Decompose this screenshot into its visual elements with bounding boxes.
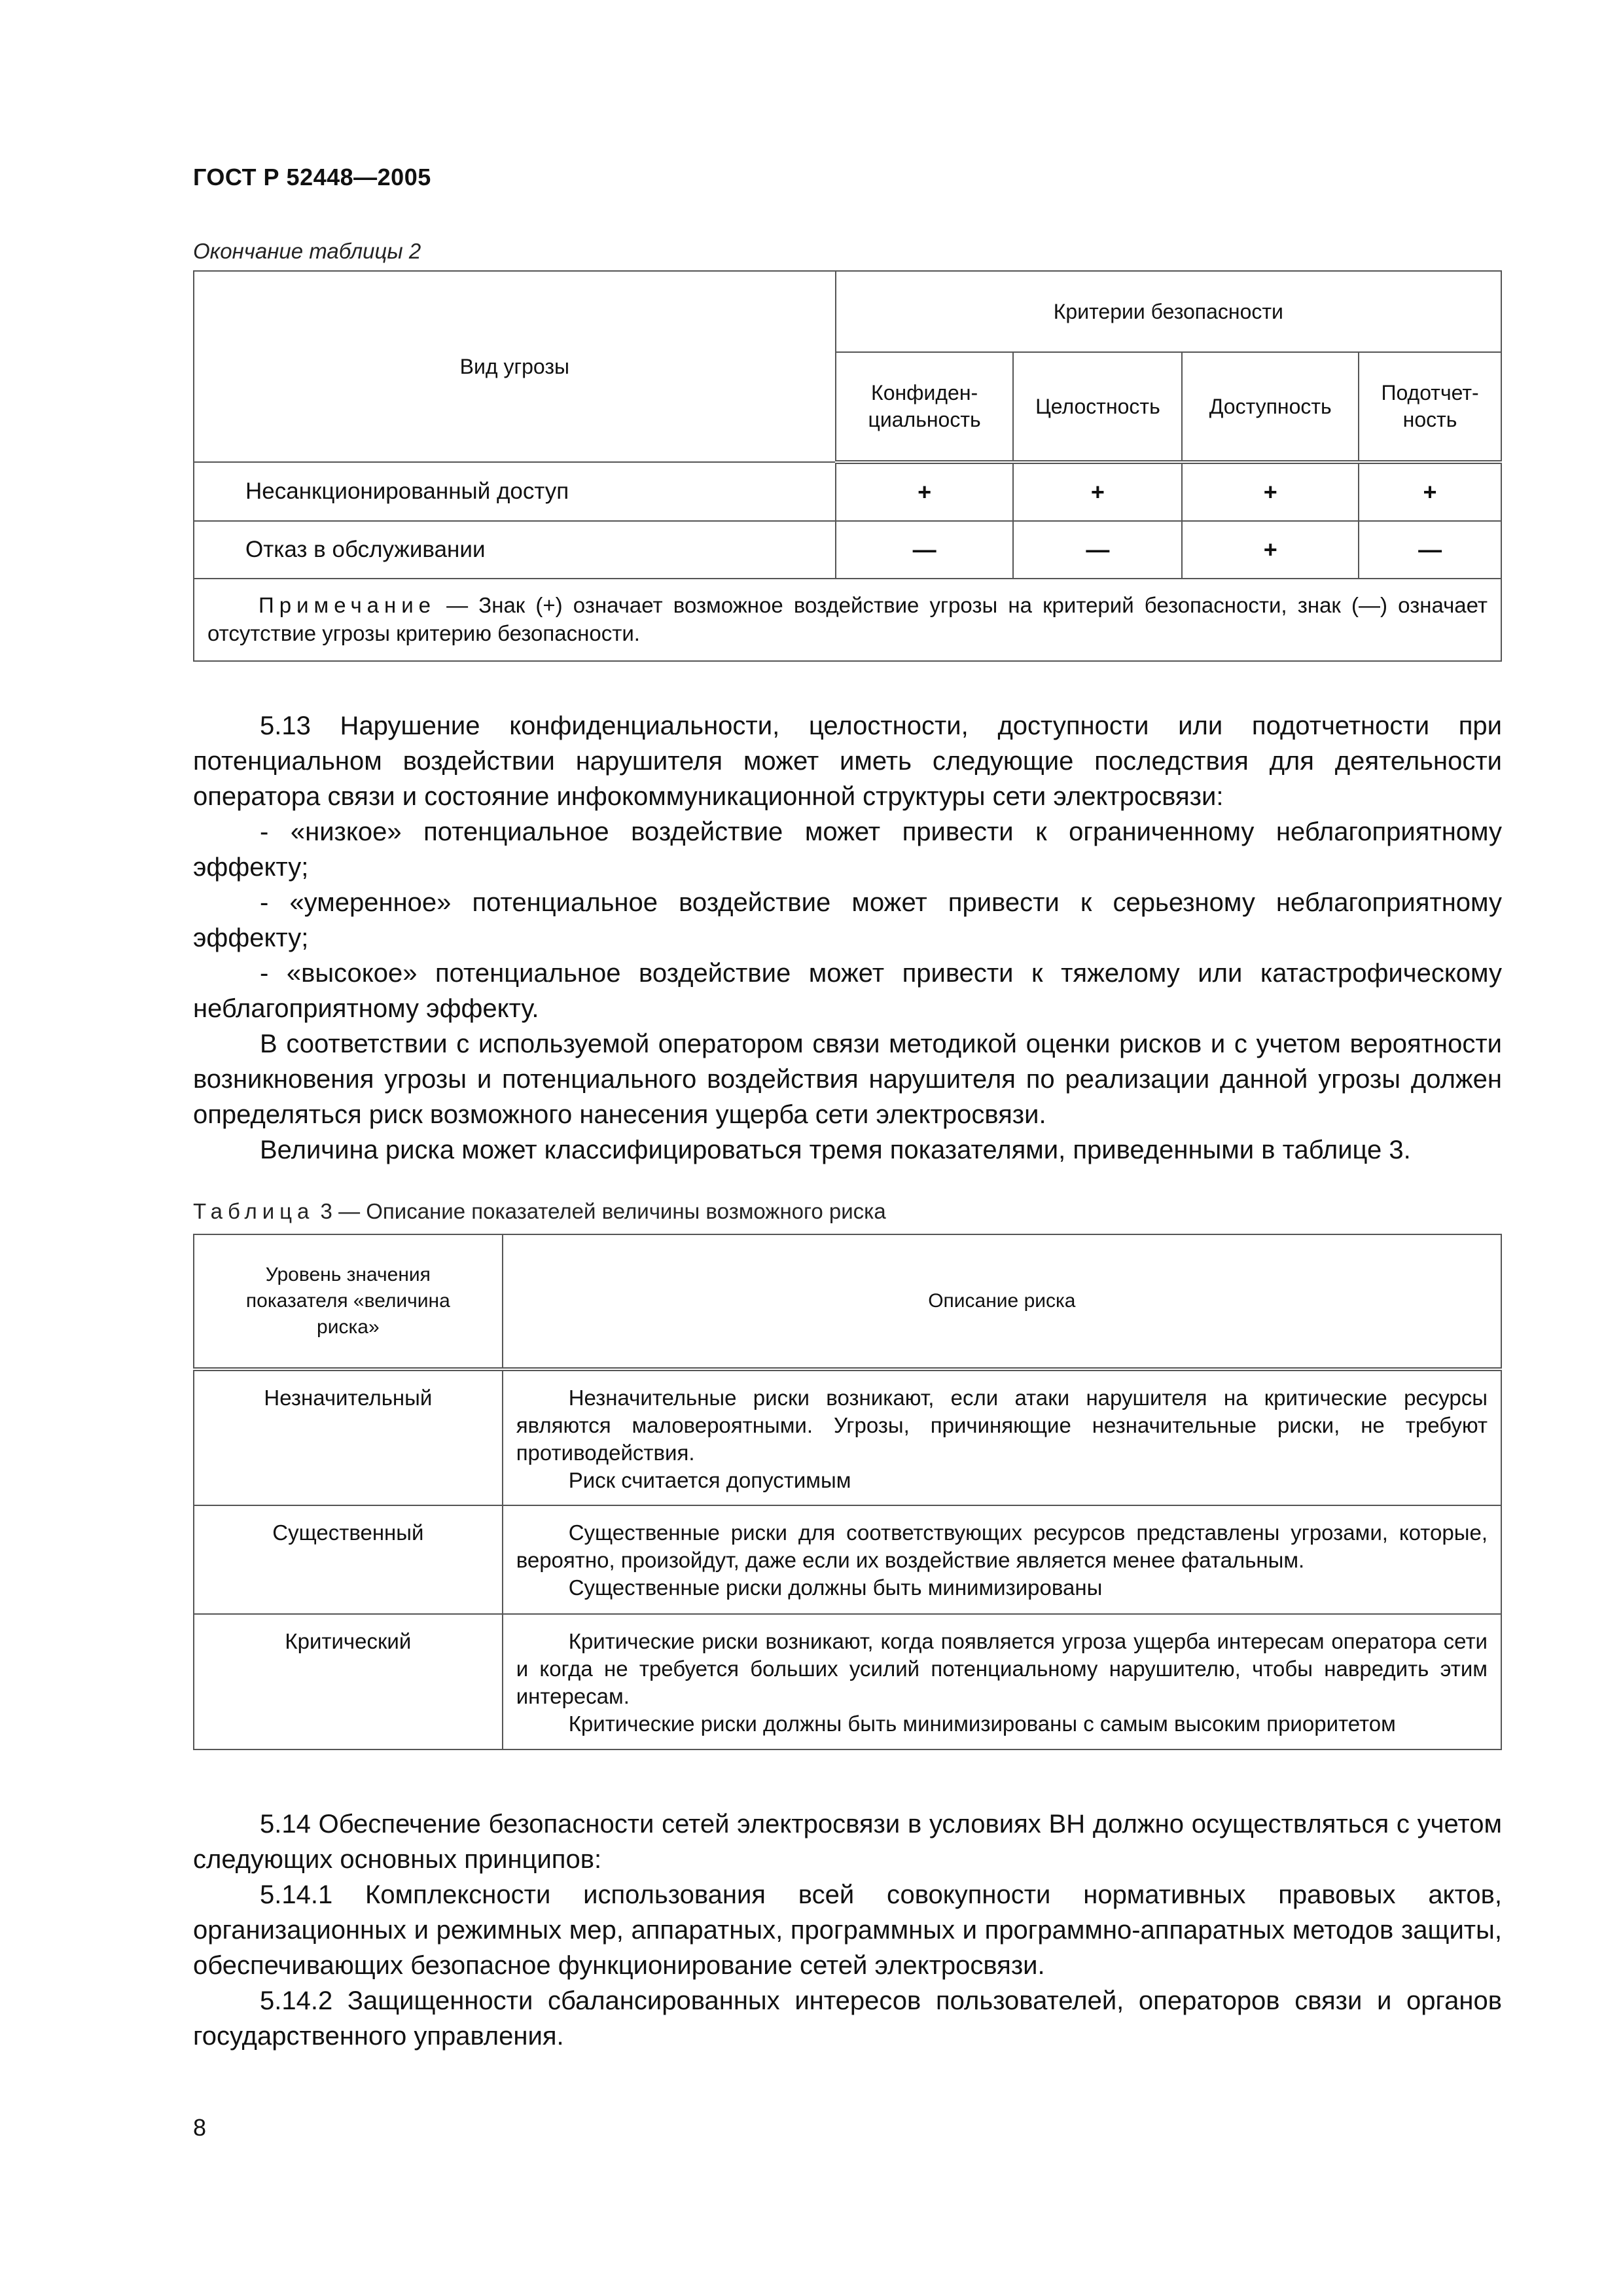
risk-desc-conclusion: Риск считается допустимым bbox=[568, 1468, 851, 1492]
col-criteria-header: Критерии безопасности bbox=[836, 271, 1501, 352]
list-item: - «умеренное» потенциальное воздействие может привести к серьезному неблагоприятному эффекту; bbox=[193, 888, 1502, 952]
list-item: - «высокое» потенциальное воздействие может привести к тяжелому или катастрофическому неблагоприятному эффекту. bbox=[193, 959, 1502, 1023]
table-row bbox=[194, 521, 1501, 579]
risk-desc-conclusion: Существенные риски должны быть минимизированы bbox=[568, 1575, 1103, 1600]
col-threat-header: Вид угрозы bbox=[194, 271, 836, 462]
risk-level: Критический bbox=[194, 1614, 503, 1749]
paragraph: В соответствии с используемой оператором связи методикой оценки рисков и с учетом вероятности возникновения угрозы и потенциального воздействия нарушителя по реализации данной угрозы должен определяться риск возможного нанесения ущерба сети электросвязи. bbox=[193, 1030, 1502, 1129]
table2-note bbox=[194, 579, 1501, 661]
risk-desc-text: Критические риски возникают, когда появляется угроза ущерба интересам оператора сети и когда не требуется больших усилий потенциальному нарушителю, чтобы навредить этим интересам. bbox=[516, 1629, 1488, 1708]
risk-desc-text: Существенные риски для соответствующих ресурсов представлены угрозами, которые, вероятно, произойдут, даже если их воздействие является менее фатальным. bbox=[516, 1520, 1488, 1572]
table-row bbox=[194, 1369, 1501, 1505]
risk-level: Незначительный bbox=[194, 1369, 503, 1505]
criterion-confidentiality: Конфиден- циальность bbox=[836, 352, 1014, 462]
threat-mark: + bbox=[1182, 521, 1359, 579]
risk-desc-text: Незначительные риски возникают, если атаки нарушителя на критические ресурсы являются маловероятными. Угрозы, причиняющие незначительные риски, не требуют противодействия. bbox=[516, 1386, 1488, 1465]
risk-description bbox=[503, 1505, 1501, 1614]
col-description-header: Описание риска bbox=[503, 1234, 1501, 1369]
paragraph: 5.14.2 Защищенности сбалансированных интересов пользователей, операторов связи и органов государственного управления. bbox=[193, 1986, 1502, 2051]
criterion-integrity: Целостность bbox=[1013, 352, 1182, 462]
table3-caption bbox=[193, 1199, 886, 1224]
page-number: 8 bbox=[193, 2114, 207, 2141]
table3-caption-title: 3 — Описание показателей величины возможного риска bbox=[314, 1199, 886, 1223]
table2-caption: Окончание таблицы 2 bbox=[193, 239, 421, 263]
paragraph: 5.14.1 Комплексности использования всей совокупности нормативных правовых актов, организационных и режимных мер, аппаратных, программных и программно-аппаратных методов защиты, обеспечивающих безопасное функционирование сетей электросвязи. bbox=[193, 1880, 1502, 1980]
threat-mark: + bbox=[836, 462, 1014, 521]
threat-mark: + bbox=[1359, 462, 1501, 521]
section-5-13 bbox=[193, 708, 1502, 1168]
paragraph: 5.14 Обеспечение безопасности сетей электросвязи в условиях ВН должно осуществляться с учетом следующих основных принципов: bbox=[193, 1810, 1502, 1874]
paragraph: 5.13 Нарушение конфиденциальности, целостности, доступности или подотчетности при потенциальном воздействии нарушителя может иметь следующие последствия для деятельности оператора связи и состояние инфокоммуникационной структуры сети электросвязи: bbox=[193, 711, 1502, 811]
risk-description bbox=[503, 1614, 1501, 1749]
risk-description bbox=[503, 1369, 1501, 1505]
table-row bbox=[194, 462, 1501, 521]
criterion-availability: Доступность bbox=[1182, 352, 1359, 462]
threat-mark: + bbox=[1182, 462, 1359, 521]
threat-mark: — bbox=[836, 521, 1014, 579]
threat-mark: — bbox=[1013, 521, 1182, 579]
threat-criteria-table bbox=[193, 270, 1502, 662]
note-label: Примечание bbox=[259, 593, 437, 617]
table-row bbox=[194, 1614, 1501, 1749]
threat-label: Несанкционированный доступ bbox=[194, 462, 836, 521]
risk-desc-conclusion: Критические риски должны быть минимизированы с самым высоким приоритетом bbox=[568, 1712, 1396, 1736]
list-item: - «низкое» потенциальное воздействие может привести к ограниченному неблагоприятному эффекту; bbox=[193, 817, 1502, 882]
risk-level-table bbox=[193, 1234, 1502, 1750]
col-level-header: Уровень значения показателя «величина риска» bbox=[194, 1234, 503, 1369]
table-row bbox=[194, 1505, 1501, 1614]
risk-level: Существенный bbox=[194, 1505, 503, 1614]
threat-label: Отказ в обслуживании bbox=[194, 521, 836, 579]
section-5-14 bbox=[193, 1806, 1502, 2054]
table3-caption-word: Таблица bbox=[193, 1199, 315, 1223]
criterion-accountability: Подотчет- ность bbox=[1359, 352, 1501, 462]
note-text: — Знак (+) означает возможное воздействие угрозы на критерий безопасности, знак (—) означает отсутствие угрозы критерию безопасности. bbox=[207, 593, 1488, 645]
standard-code: ГОСТ Р 52448—2005 bbox=[193, 164, 431, 190]
threat-mark: + bbox=[1013, 462, 1182, 521]
threat-mark: — bbox=[1359, 521, 1501, 579]
paragraph: Величина риска может классифицироваться тремя показателями, приведенными в таблице 3. bbox=[260, 1136, 1411, 1164]
